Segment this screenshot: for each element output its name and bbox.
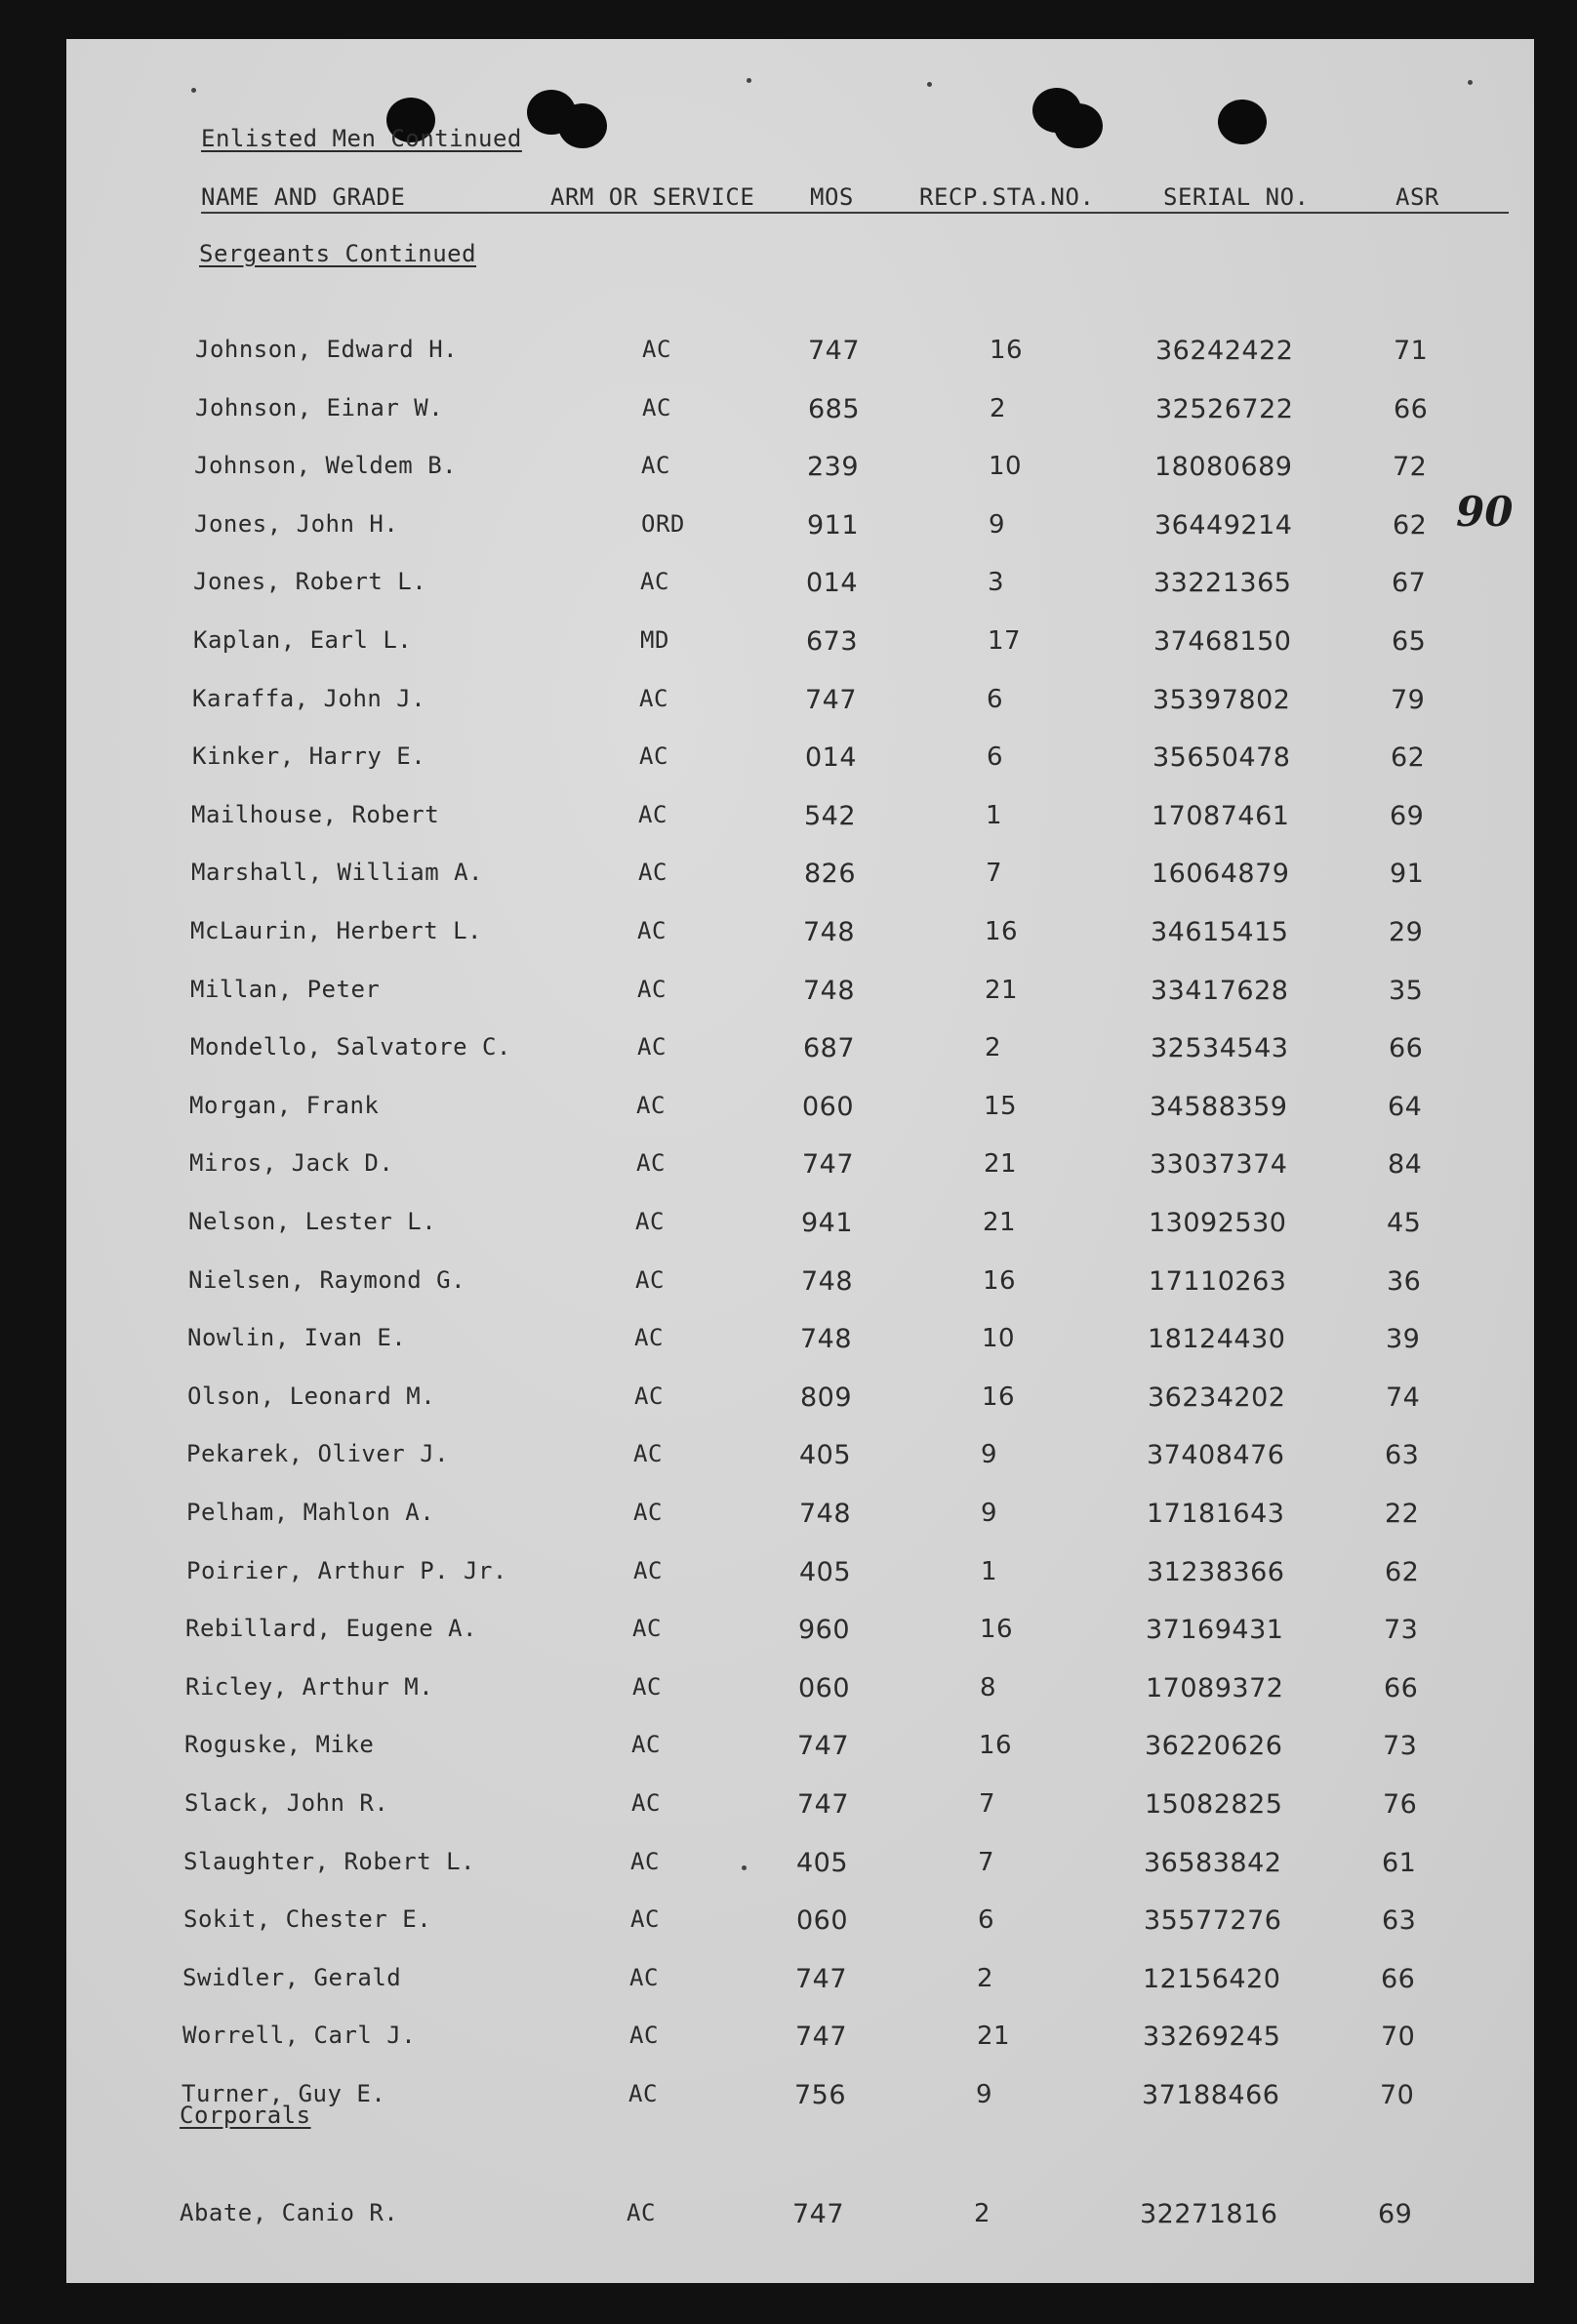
cell-asr: 29: [1389, 917, 1424, 947]
table-row: [66, 1033, 1534, 1072]
cell-name: Miros, Jack D.: [189, 1149, 394, 1178]
cell-asr: 67: [1392, 568, 1427, 599]
cell-name: Ricley, Arthur M.: [185, 1672, 434, 1701]
cell-mos: 747: [792, 2199, 845, 2229]
cell-mos: 747: [795, 2022, 848, 2053]
cell-recp-sta-no: 15: [984, 1091, 1018, 1121]
cell-recp-sta-no: 16: [990, 336, 1024, 365]
cell-serial-no: 18124430: [1148, 1324, 1286, 1355]
cell-name: Roguske, Mike: [184, 1731, 375, 1759]
cell-serial-no: 35650478: [1152, 742, 1291, 774]
table-row: [66, 742, 1534, 781]
cell-name: Jones, Robert L.: [193, 568, 427, 596]
table-row: [66, 1615, 1534, 1654]
cell-name: Kinker, Harry E.: [192, 742, 426, 771]
cell-mos: 941: [801, 1208, 854, 1238]
cell-recp-sta-no: 16: [979, 1731, 1013, 1761]
table-row: [66, 336, 1534, 375]
cell-mos: 747: [805, 684, 858, 715]
cell-arm-or-service: AC: [634, 1324, 664, 1352]
cell-recp-sta-no: 9: [981, 1499, 998, 1528]
cell-mos: 685: [808, 393, 861, 424]
cell-asr: 62: [1391, 742, 1426, 774]
cell-mos: 747: [802, 1149, 855, 1181]
cell-asr: 73: [1383, 1731, 1418, 1762]
column-header-serial: SERIAL NO.: [1163, 183, 1310, 211]
cell-arm-or-service: AC: [631, 1731, 661, 1759]
cell-serial-no: 34588359: [1150, 1091, 1288, 1122]
cell-asr: 70: [1381, 2022, 1416, 2053]
cell-arm-or-service: AC: [636, 1091, 666, 1119]
cell-recp-sta-no: 16: [980, 1615, 1014, 1645]
cell-name: Jones, John H.: [194, 509, 399, 538]
column-header-arm: ARM OR SERVICE: [550, 183, 755, 211]
cell-name: Millan, Peter: [190, 975, 381, 1003]
cell-recp-sta-no: 6: [987, 742, 1004, 773]
table-row: [66, 859, 1534, 898]
table-row: [66, 568, 1534, 607]
cell-mos: 748: [800, 1324, 853, 1355]
cell-name: Mailhouse, Robert: [191, 800, 440, 828]
cell-asr: 69: [1378, 2199, 1413, 2229]
cell-serial-no: 32526722: [1155, 393, 1294, 424]
cell-mos: 014: [805, 742, 858, 774]
table-row: [66, 685, 1534, 724]
cell-recp-sta-no: 21: [985, 975, 1019, 1005]
cell-asr: 66: [1394, 393, 1429, 424]
cell-mos: 911: [807, 509, 860, 541]
cell-name: Mondello, Salvatore C.: [190, 1033, 511, 1062]
cell-recp-sta-no: 16: [982, 1382, 1016, 1412]
cell-recp-sta-no: 16: [983, 1265, 1017, 1296]
cell-asr: 64: [1388, 1091, 1423, 1122]
table-row: [66, 801, 1534, 840]
cell-mos: 748: [803, 917, 856, 947]
column-header-mos: MOS: [810, 183, 854, 211]
cell-mos: 747: [808, 336, 861, 366]
cell-mos: 960: [798, 1615, 851, 1646]
cell-name: Slack, John R.: [184, 1789, 389, 1817]
cell-mos: 060: [798, 1672, 851, 1703]
cell-arm-or-service: AC: [639, 684, 668, 712]
cell-name: Kaplan, Earl L.: [193, 626, 413, 654]
cell-asr: 71: [1394, 336, 1429, 366]
table-row: [66, 1673, 1534, 1712]
section-heading: Enlisted Men Continued: [201, 125, 522, 152]
cell-recp-sta-no: 7: [978, 1847, 995, 1877]
table-row: [66, 510, 1534, 549]
cell-asr: 63: [1385, 1440, 1420, 1471]
speck: [1468, 80, 1473, 85]
cell-serial-no: 32534543: [1151, 1033, 1289, 1064]
cell-serial-no: 18080689: [1154, 452, 1293, 483]
cell-mos: 748: [801, 1265, 854, 1297]
cell-mos: 748: [799, 1499, 852, 1529]
cell-recp-sta-no: 21: [984, 1149, 1018, 1180]
cell-arm-or-service: AC: [637, 975, 667, 1003]
cell-recp-sta-no: 2: [990, 393, 1007, 423]
cell-asr: 66: [1384, 1672, 1419, 1703]
cell-name: Pekarek, Oliver J.: [186, 1440, 450, 1468]
cell-serial-no: 37468150: [1153, 626, 1292, 657]
cell-mos: 748: [803, 975, 856, 1006]
cell-name: Worrell, Carl J.: [182, 2022, 417, 2050]
cell-arm-or-service: AC: [629, 2022, 659, 2050]
cell-arm-or-service: AC: [628, 2080, 658, 2107]
cell-asr: 91: [1390, 859, 1425, 890]
cell-serial-no: 36242422: [1155, 336, 1294, 366]
cell-asr: 70: [1380, 2080, 1415, 2110]
cell-name: Morgan, Frank: [189, 1091, 380, 1119]
cell-serial-no: 12156420: [1143, 1963, 1281, 1994]
cell-arm-or-service: AC: [642, 336, 671, 363]
cell-recp-sta-no: 17: [988, 626, 1022, 656]
table-row: [66, 1789, 1534, 1828]
cell-recp-sta-no: 6: [978, 1905, 995, 1936]
cell-asr: 69: [1390, 800, 1425, 831]
cell-arm-or-service: AC: [642, 393, 671, 421]
cell-name: Rebillard, Eugene A.: [185, 1615, 477, 1643]
cell-arm-or-service: AC: [627, 2199, 656, 2226]
cell-serial-no: 13092530: [1149, 1208, 1287, 1238]
cell-serial-no: 34615415: [1151, 917, 1289, 947]
cell-name: Johnson, Weldem B.: [194, 452, 458, 480]
cell-arm-or-service: AC: [633, 1499, 663, 1526]
group-heading-sergeants: Sergeants Continued: [199, 240, 477, 267]
cell-mos: 405: [796, 1847, 849, 1878]
table-row: [66, 1557, 1534, 1596]
table-row: [66, 1731, 1534, 1770]
cell-arm-or-service: AC: [632, 1672, 662, 1701]
cell-asr: 45: [1387, 1208, 1422, 1238]
cell-serial-no: 33417628: [1151, 975, 1289, 1006]
column-header-asr: ASR: [1395, 183, 1439, 211]
table-row: [66, 1499, 1534, 1538]
cell-recp-sta-no: 7: [986, 859, 1003, 889]
cell-mos: 756: [794, 2080, 847, 2110]
cell-mos: 747: [797, 1731, 850, 1762]
cell-asr: 76: [1383, 1789, 1418, 1820]
cell-serial-no: 35577276: [1144, 1905, 1282, 1937]
cell-recp-sta-no: 1: [981, 1556, 998, 1586]
cell-name: Pelham, Mahlon A.: [186, 1499, 435, 1526]
cell-arm-or-service: AC: [638, 800, 667, 828]
column-header-recp: RECP.STA.NO.: [919, 183, 1095, 211]
cell-arm-or-service: AC: [629, 1963, 659, 1991]
cell-recp-sta-no: 8: [980, 1672, 997, 1703]
cell-arm-or-service: AC: [636, 1149, 666, 1178]
cell-serial-no: 37408476: [1147, 1440, 1285, 1471]
cell-serial-no: 15082825: [1145, 1789, 1283, 1820]
cell-serial-no: 17089372: [1146, 1672, 1284, 1703]
cell-serial-no: 16064879: [1152, 859, 1290, 890]
speck: [191, 88, 196, 93]
cell-arm-or-service: ORD: [641, 509, 685, 538]
table-row: [66, 1208, 1534, 1247]
cell-serial-no: 36220626: [1145, 1731, 1283, 1762]
cell-recp-sta-no: 16: [985, 917, 1019, 946]
table-row: [66, 1964, 1534, 2003]
cell-name: Sokit, Chester E.: [183, 1905, 432, 1934]
cell-recp-sta-no: 2: [977, 1963, 994, 1993]
cell-mos: 826: [804, 859, 857, 890]
cell-name: Olson, Leonard M.: [187, 1382, 436, 1410]
table-row: [66, 1848, 1534, 1887]
speck: [927, 82, 932, 87]
cell-mos: 060: [802, 1091, 855, 1122]
cell-mos: 060: [796, 1905, 849, 1937]
cell-arm-or-service: AC: [633, 1440, 663, 1468]
table-row: [66, 452, 1534, 491]
table-row: [66, 1382, 1534, 1422]
header-rule: [201, 212, 1509, 214]
punch-hole: [558, 103, 607, 148]
cell-arm-or-service: AC: [638, 859, 667, 887]
cell-arm-or-service: AC: [635, 1265, 665, 1294]
cell-arm-or-service: AC: [633, 1556, 663, 1584]
cell-name: Swidler, Gerald: [182, 1963, 402, 1991]
cell-arm-or-service: AC: [632, 1615, 662, 1643]
cell-recp-sta-no: 9: [981, 1440, 998, 1470]
cell-mos: 014: [806, 568, 859, 599]
cell-serial-no: 33269245: [1143, 2022, 1281, 2053]
cell-arm-or-service: AC: [640, 568, 669, 596]
table-row: [66, 1092, 1534, 1131]
cell-asr: 74: [1386, 1382, 1421, 1413]
cell-arm-or-service: AC: [639, 742, 668, 771]
cell-recp-sta-no: 9: [976, 2080, 993, 2109]
cell-asr: 66: [1381, 1963, 1416, 1994]
cell-arm-or-service: MD: [640, 626, 669, 654]
table-row: [66, 2199, 1534, 2238]
group-heading-corporals: Corporals: [180, 2102, 311, 2129]
table-row: [66, 1149, 1534, 1188]
cell-asr: 66: [1389, 1033, 1424, 1064]
cell-asr: 63: [1382, 1905, 1417, 1937]
cell-serial-no: 31238366: [1147, 1556, 1285, 1587]
cell-recp-sta-no: 3: [988, 568, 1005, 598]
cell-mos: 747: [797, 1789, 850, 1820]
table-row: [66, 976, 1534, 1015]
cell-mos: 239: [807, 452, 860, 483]
cell-serial-no: 33221365: [1153, 568, 1292, 599]
cell-recp-sta-no: 21: [983, 1208, 1017, 1237]
cell-recp-sta-no: 10: [982, 1324, 1016, 1354]
cell-serial-no: 17110263: [1149, 1265, 1287, 1297]
cell-name: Turner, Guy E.: [182, 2080, 386, 2107]
speck: [747, 78, 751, 83]
cell-name: Marshall, William A.: [191, 859, 483, 887]
cell-mos: 687: [803, 1033, 856, 1064]
table-row: [66, 917, 1534, 956]
cell-recp-sta-no: 2: [974, 2199, 991, 2228]
cell-name: McLaurin, Herbert L.: [190, 917, 482, 944]
cell-name: Abate, Canio R.: [180, 2199, 399, 2226]
cell-name: Poirier, Arthur P. Jr.: [186, 1556, 507, 1584]
cell-serial-no: 35397802: [1152, 684, 1291, 715]
table-row: [66, 1324, 1534, 1363]
cell-asr: 72: [1393, 452, 1428, 483]
cell-name: Johnson, Edward H.: [195, 336, 459, 363]
cell-serial-no: 36234202: [1148, 1382, 1286, 1413]
punch-hole: [1054, 103, 1103, 148]
cell-recp-sta-no: 6: [987, 684, 1004, 714]
cell-asr: 62: [1393, 509, 1428, 541]
cell-serial-no: 37169431: [1146, 1615, 1284, 1646]
cell-mos: 542: [804, 800, 857, 831]
table-row: [66, 394, 1534, 433]
table-row: [66, 1440, 1534, 1479]
cell-arm-or-service: AC: [630, 1847, 660, 1875]
cell-recp-sta-no: 9: [989, 509, 1006, 540]
cell-arm-or-service: AC: [641, 452, 670, 480]
cell-arm-or-service: AC: [630, 1905, 660, 1934]
cell-serial-no: 17087461: [1152, 800, 1290, 831]
cell-serial-no: 37188466: [1142, 2080, 1280, 2110]
cell-serial-no: 33037374: [1150, 1149, 1288, 1181]
cell-serial-no: 36583842: [1144, 1847, 1282, 1878]
cell-asr: 62: [1385, 1556, 1420, 1587]
cell-arm-or-service: AC: [635, 1208, 665, 1235]
cell-recp-sta-no: 7: [979, 1789, 996, 1819]
cell-recp-sta-no: 2: [985, 1033, 1002, 1063]
cell-arm-or-service: AC: [631, 1789, 661, 1817]
table-row: [66, 1905, 1534, 1944]
cell-serial-no: 32271816: [1140, 2199, 1278, 2229]
cell-mos: 673: [806, 626, 859, 657]
cell-asr: 79: [1391, 684, 1426, 715]
cell-recp-sta-no: 21: [977, 2022, 1011, 2052]
cell-asr: 61: [1382, 1847, 1417, 1878]
cell-name: Johnson, Einar W.: [195, 393, 444, 421]
cell-arm-or-service: AC: [637, 917, 667, 944]
cell-mos: 405: [799, 1556, 852, 1587]
cell-name: Nowlin, Ivan E.: [187, 1324, 407, 1352]
cell-asr: 65: [1392, 626, 1427, 657]
cell-name: Nielsen, Raymond G.: [188, 1265, 466, 1294]
cell-recp-sta-no: 10: [989, 452, 1023, 482]
margin-page-number: 90: [1456, 488, 1514, 536]
punch-hole: [1218, 100, 1267, 144]
cell-name: Karaffa, John J.: [192, 684, 426, 712]
cell-mos: 405: [799, 1440, 852, 1471]
cell-mos: 809: [800, 1382, 853, 1413]
cell-asr: 35: [1389, 975, 1424, 1006]
cell-arm-or-service: AC: [637, 1033, 667, 1062]
table-row: [66, 1266, 1534, 1305]
table-row: [66, 626, 1534, 665]
column-header-name: NAME AND GRADE: [201, 183, 406, 211]
cell-serial-no: 17181643: [1147, 1499, 1285, 1529]
cell-asr: 73: [1384, 1615, 1419, 1646]
cell-serial-no: 36449214: [1154, 509, 1293, 541]
cell-asr: 84: [1388, 1149, 1423, 1181]
cell-name: Nelson, Lester L.: [188, 1208, 437, 1235]
cell-arm-or-service: AC: [634, 1382, 664, 1410]
roster-sheet: [66, 39, 1534, 2283]
cell-recp-sta-no: 1: [986, 800, 1003, 830]
cell-mos: 747: [795, 1963, 848, 1994]
cell-asr: 36: [1387, 1265, 1422, 1297]
cell-asr: 39: [1386, 1324, 1421, 1355]
cell-asr: 22: [1385, 1499, 1420, 1529]
table-row: [66, 2022, 1534, 2061]
cell-name: Slaughter, Robert L.: [183, 1847, 475, 1875]
